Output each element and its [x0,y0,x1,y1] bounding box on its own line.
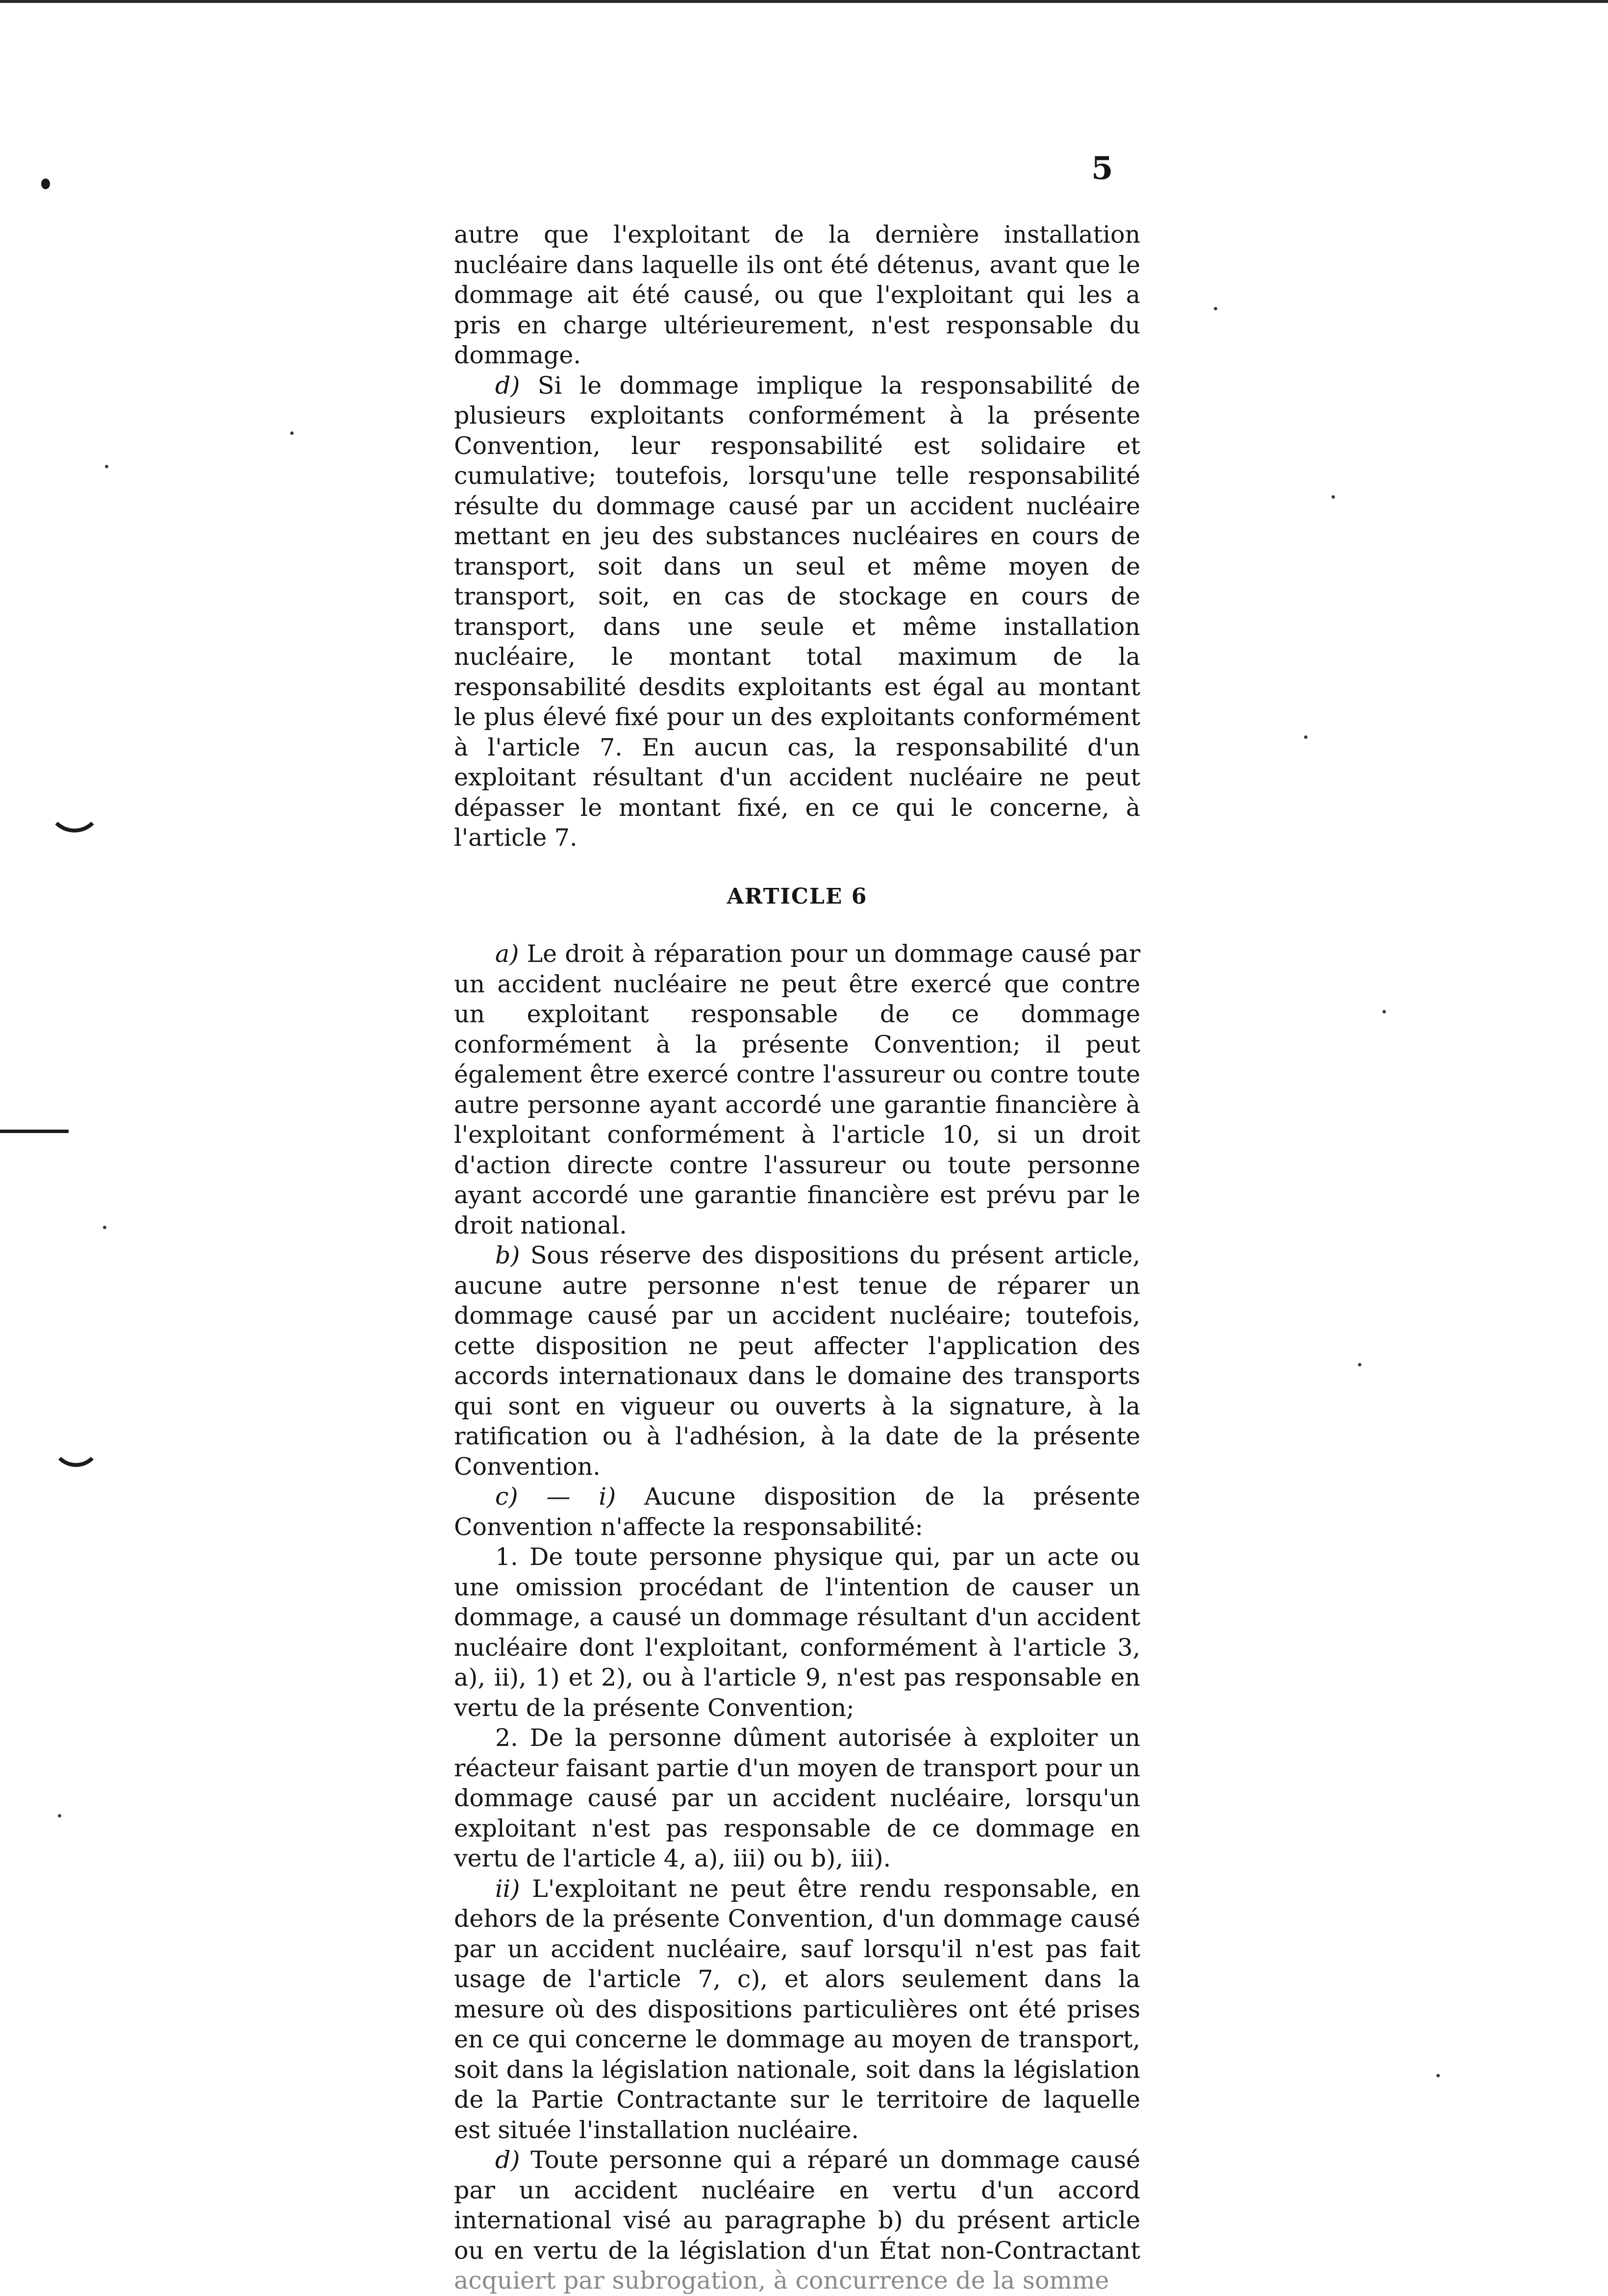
paragraph-d: d) Toute personne qui a réparé un dommage causé par un accident nucléaire en vertu d'un accord international visé au paragraphe b) du présent article ou en vertu de la législation d'un État non-Contractant acquiert par subrogation, à concurrence de la somme [454,2146,1140,2295]
paragraph-label: c) — i) [495,1483,616,1511]
scan-mark [47,804,102,833]
scan-dot [1382,1010,1386,1013]
paragraph-label: a) [495,940,519,968]
scan-dot [290,431,294,435]
paragraph-label: b) [495,1241,520,1269]
paragraph-c-i: c) — i) Aucune disposition de la présente Convention n'affecte la responsabilité: [454,1483,1140,1541]
paragraph-a: a) Le droit à réparation pour un dommage causé par un accident nucléaire ne peut être exercé que contre un exploitant responsable de ce dommage conformément à la présente Convention; il peut également être exercé contre l'assureur ou contre toute autre personne ayant accordé une garantie financière à l'exploitant conformément à l'article 10, si un droit d'action directe contre l'assureur ou toute personne ayant accordé une garantie financière est prévu par le droit national. [454,940,1140,1239]
scan-dot [1332,495,1335,499]
scan-dot [58,1814,61,1817]
scan-mark [51,1441,101,1467]
paragraph-c-ii: ii) L'exploitant ne peut être rendu responsable, en dehors de la présente Convention, d'un dommage causé par un accident nucléaire, sauf lorsqu'il n'est pas fait usage de l'article 7, c), et alors seulement dans la mesure où des dispositions particulières ont été prises en ce qui concerne le dommage au moyen de transport, soit dans la législation nationale, soit dans la législation de la Partie Contractante sur le territoire de laquelle est située l'installation nucléaire. [454,1874,1140,2144]
paragraph-c-i-1: 1. De toute personne physique qui, par un acte ou une omission procédant de l'intention de causer un dommage, a causé un dommage résultant d'un accident nucléaire dont l'exploitant, conformément à l'article 3, a), ii), 1) et 2), ou à l'article 9, n'est pas responsable en vertu de la présente Convention; [454,1543,1140,1722]
scan-dot [1214,307,1217,310]
faded-text: acquiert par subrogation, à concurrence de la somme [454,2267,1109,2295]
scan-dot [1304,735,1307,739]
scan-top-edge [0,0,1608,3]
page-number: 5 [1091,150,1113,187]
paragraph-label: d) [495,2146,520,2174]
paragraph-d-article-5: d) Si le dommage implique la responsabilité de plusieurs exploitants conformément à la présente Convention, leur responsabilité est solidaire et cumulative; toutefois, lorsqu'une telle responsabilité résulte du dommage causé par un accident nucléaire mettant en jeu des substances nucléaires en cours de transport, soit dans un seul et même moyen de transport, soit, en cas de stockage en cours de transport, dans une seule et même installation nucléaire, le montant total maximum de la responsabilité desdits exploitants est égal au montant le plus élevé fixé pour un des exploitants conformément à l'article 7. En aucun cas, la responsabilité d'un exploitant résultant d'un accident nucléaire ne peut dépasser le montant fixé, en ce qui le concerne, à l'article 7. [454,371,1140,852]
scan-mark [41,178,50,189]
scan-dot [105,465,108,468]
paragraph-label: ii) [495,1874,520,1903]
scan-mark [0,1130,69,1133]
paragraph-continuation: autre que l'exploitant de la dernière installation nucléaire dans laquelle ils ont été détenus, avant que le dommage ait été causé, ou que l'exploitant qui les a pris en charge ultérieurement, n'est responsable du dommage. [454,221,1140,369]
article-heading: ARTICLE 6 [727,883,868,909]
scan-dot [103,1226,106,1229]
paragraph-label: d) [495,371,520,400]
paragraph-c-i-2: 2. De la personne dûment autorisée à exploiter un réacteur faisant partie d'un moyen de transport pour un dommage causé par un accident nucléaire, lorsqu'un exploitant n'est pas responsable de ce dommage en vertu de l'article 4, a), iii) ou b), iii). [454,1724,1140,1872]
scan-dot [1358,1363,1361,1366]
scan-dot [1436,2074,1440,2077]
paragraph-b: b) Sous réserve des dispositions du présent article, aucune autre personne n'est tenue de réparer un dommage causé par un accident nucléaire; toutefois, cette disposition ne peut affecter l'application des accords internationaux dans le domaine des transports qui sont en vigueur ou ouverts à la signature, à la ratification ou à l'adhésion, à la date de la présente Convention. [454,1241,1140,1481]
body-text [454,220,1140,2296]
